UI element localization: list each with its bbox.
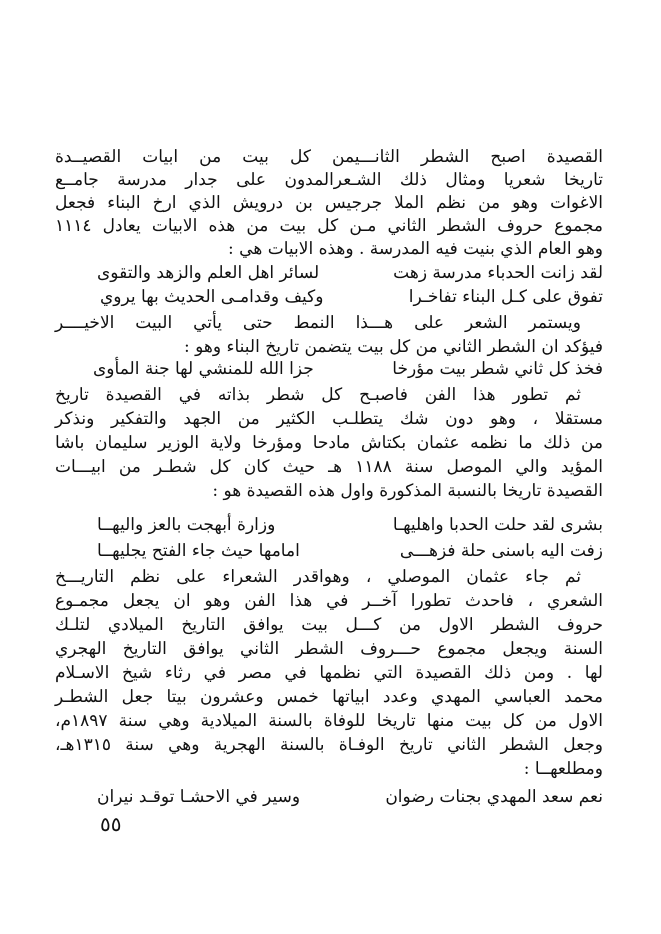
verse-hemistich-left: امامها حيث جاء الفتح يجليهــا [97,541,300,561]
text-line: محمد العباسي المهدي وعدد ابياتها خمس وعشرون بيتا جعل الشطـر [55,687,603,707]
text-line: الشعري ، فاحدث تطورا آخــر في هذا الفن وهو ان يجعل مجمـوع [55,591,603,611]
verse-hemistich-right: زفت اليه باسنى حلة فزهـــى [399,541,603,561]
text-line: القصيدة تاريخا بالنسبة المذكورة واول هذه القصيدة هو : [212,481,603,501]
text-line: ومطلعهــا : [523,759,603,779]
verse-hemistich-right: فخذ كل ثاني شطر بيت مؤرخا [392,359,603,379]
text-line: تاريخا شعريا ومثال ذلك الشـعرالمدون على جدار مدرسة جامــع [55,170,603,190]
verse-hemistich-left: جزا الله للمنشي لها جنة المأوى [93,359,314,379]
text-line: مجموع حروف الشطر الثاني مـن كل بيت من هذه الابيات يعادل ١١١٤ [55,216,603,236]
verse-hemistich-left: لسائر اهل العلم والزهد والتقوى [97,263,320,283]
text-line: فيؤكد ان الشطر الثاني من كل بيت يتضمن تاريخ البناء وهو : [184,337,603,357]
verse-hemistich-right: لقد زانت الحدباء مدرسة زهت [393,263,603,283]
text-line: الاول من كل بيت منها تاريخا للوفاة بالسنة الميلادية وهي سنة ١٨٩٧م، [55,711,603,731]
verse-hemistich-right: بشرى لقد حلت الحدبا واهليهـا [392,515,603,535]
verse-hemistich-left: وسير في الاحشـا توقـد نيران [97,787,301,807]
verse-hemistich-left: وزارة أبهجت بالعز واليهــا [97,515,276,535]
text-line: حروف الشطر الاول من كـــل بيت يوافق التاريخ الميلادي لتلـك [55,615,603,635]
page-number: ٥٥ [100,812,122,836]
text-line: السنة ويجعل مجموع حـــروف الشطر الثاني يوافق التاريخ الهجري [55,639,603,659]
text-line: ثم جاء عثمان الموصلي ، وهواقدر الشعراء على نظم التاريـــخ [55,567,581,587]
text-line: لها . ومن ذلك القصيدة التي نظمها في مصر في رثاء شيخ الاسـلام [55,663,603,683]
verse-hemistich-right: تفوق على كـل البناء تفاخـرا [408,287,603,307]
text-line: وهو العام الذي بنيت فيه المدرسة . وهذه الابيات هي : [228,239,603,259]
text-line: ثم تطور هذا الفن فاصبـح كل شطر بذاته في القصيدة تاريخ [55,385,581,405]
verse-hemistich-right: نعم سعد المهدي بجنات رضوان [385,787,603,807]
text-line: مستقلا ، وهو دون شك يتطلـب الكثير من الجهد والتفكير ونذكر [55,409,603,429]
text-line: القصيدة اصبح الشطر الثانـــيمن كل بيت من ابيات القصيــدة [55,147,603,167]
verse-hemistich-left: وكيف وقدامـى الحديث بها يروي [100,287,324,307]
text-line: وجعل الشطر الثاني تاريخ الوفـاة بالسنة الهجرية وهي سنة ١٣١٥هـ، [55,735,603,755]
text-line: ويستمر الشعر على هـــذا النمط حتى يأتي البيت الاخيــــر [55,313,581,333]
text-line: المؤيد والي الموصل سنة ١١٨٨ هـ حيث كان كل شطـر من ابيـــات [55,457,603,477]
text-line: الاغوات وهو من نظم الملا جرجيس بن درويش الذي ارخ البناء فجعل [55,193,603,213]
text-line: من ذلك ما نظمه عثمان بكتاش مادحا ومؤرخا ولاية الوزير سليمان باشا [55,433,603,453]
